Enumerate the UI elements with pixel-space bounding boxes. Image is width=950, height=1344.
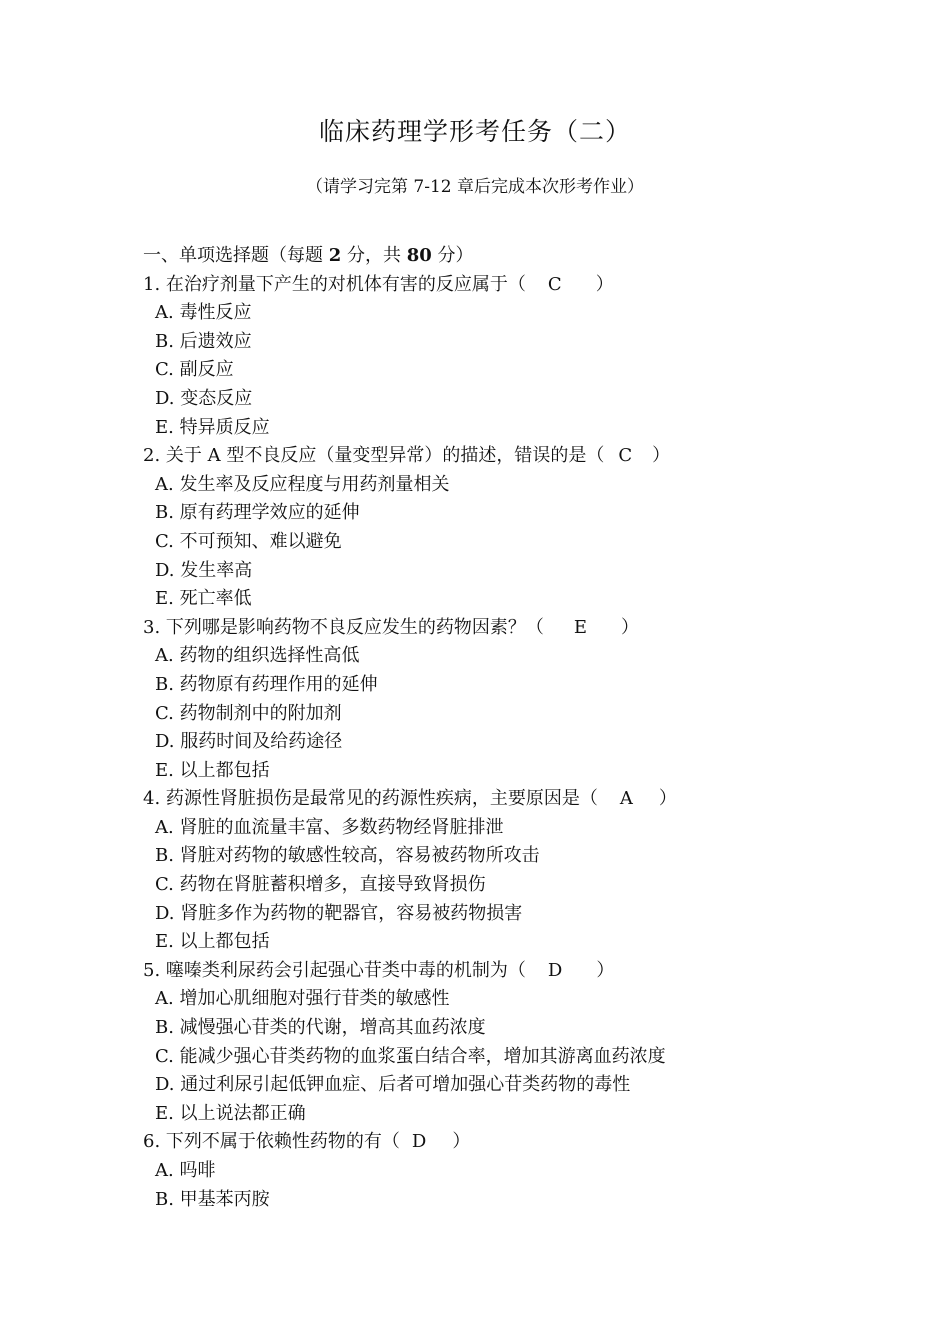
answer-option: B. 甲基苯丙胺	[155, 1188, 270, 1210]
answer-option: C. 不可预知、难以避免	[155, 530, 342, 552]
answer-option: D. 变态反应	[155, 387, 253, 409]
answer-option: C. 副反应	[155, 359, 234, 381]
question-stem: 5. 噻嗪类利尿药会引起强心苷类中毒的机制为（ D ）	[143, 957, 843, 986]
document-subtitle: （请学习完第 7-12 章后完成本次形考作业）	[306, 177, 644, 197]
answer-letter: C	[618, 445, 633, 467]
answer-option: B. 药物原有药理作用的延伸	[155, 673, 378, 695]
question-stem: 2. 关于 A 型不良反应（量变型异常）的描述，错误的是（ C ）	[143, 442, 843, 471]
answer-option: C. 能减少强心苷类药物的血浆蛋白结合率，增加其游离血药浓度	[155, 1045, 666, 1067]
section-heading: 一、单项选择题（每题 2 分，共 80 分）	[143, 245, 474, 266]
answer-option: A. 毒性反应	[155, 302, 252, 324]
answer-letter: C	[547, 273, 562, 295]
answer-option: D. 服药时间及给药途径	[155, 731, 343, 753]
answer-option: A. 发生率及反应程度与用药剂量相关	[155, 473, 450, 495]
answer-option: B. 减慢强心苷类的代谢，增高其血药浓度	[155, 1017, 486, 1039]
answer-option: A. 药物的组织选择性高低	[155, 645, 360, 667]
answer-letter: D	[547, 959, 563, 981]
question-stem: 6. 下列不属于依赖性药物的有（ D ）	[143, 1128, 843, 1157]
document-content	[143, 242, 843, 1214]
answer-letter: A	[619, 788, 633, 810]
answer-option: A. 肾脏的血流量丰富、多数药物经肾脏排泄	[155, 816, 504, 838]
answer-option: D. 通过利尿引起低钾血症、后者可增加强心苷类药物的毒性	[155, 1074, 631, 1096]
answer-option: C. 药物在肾脏蓄积增多，直接导致肾损伤	[155, 874, 486, 896]
answer-option: B. 肾脏对药物的敏感性较高，容易被药物所攻击	[155, 845, 540, 867]
question-stem: 3. 下列哪是影响药物不良反应发生的药物因素？（ E ）	[143, 614, 843, 643]
total-points: 80	[406, 245, 432, 266]
answer-option: D. 肾脏多作为药物的靶器官，容易被药物损害	[155, 902, 523, 924]
points-per-question: 2	[328, 245, 342, 266]
answer-option: E. 特异质反应	[155, 416, 270, 438]
answer-option: C. 药物制剂中的附加剂	[155, 702, 342, 724]
answer-option: E. 以上都包括	[155, 931, 270, 953]
answer-option: B. 后遗效应	[155, 330, 252, 352]
answer-option: D. 发生率高	[155, 559, 253, 581]
answer-letter: E	[573, 616, 588, 638]
answer-option: B. 原有药理学效应的延伸	[155, 502, 360, 524]
question-stem: 4. 药源性肾脏损伤是最常见的药源性疾病，主要原因是（ A ）	[143, 785, 843, 814]
answer-option: A. 增加心肌细胞对强行苷类的敏感性	[155, 988, 450, 1010]
answer-letter: D	[411, 1131, 427, 1153]
answer-option: E. 以上都包括	[155, 759, 270, 781]
document-title: 临床药理学形考任务（二）	[318, 117, 631, 146]
answer-option: E. 死亡率低	[155, 588, 252, 610]
answer-option: A. 吗啡	[155, 1160, 216, 1181]
question-stem: 1. 在治疗剂量下产生的对机体有害的反应属于（ C ）	[143, 271, 843, 300]
answer-option: E. 以上说法都正确	[155, 1102, 306, 1124]
